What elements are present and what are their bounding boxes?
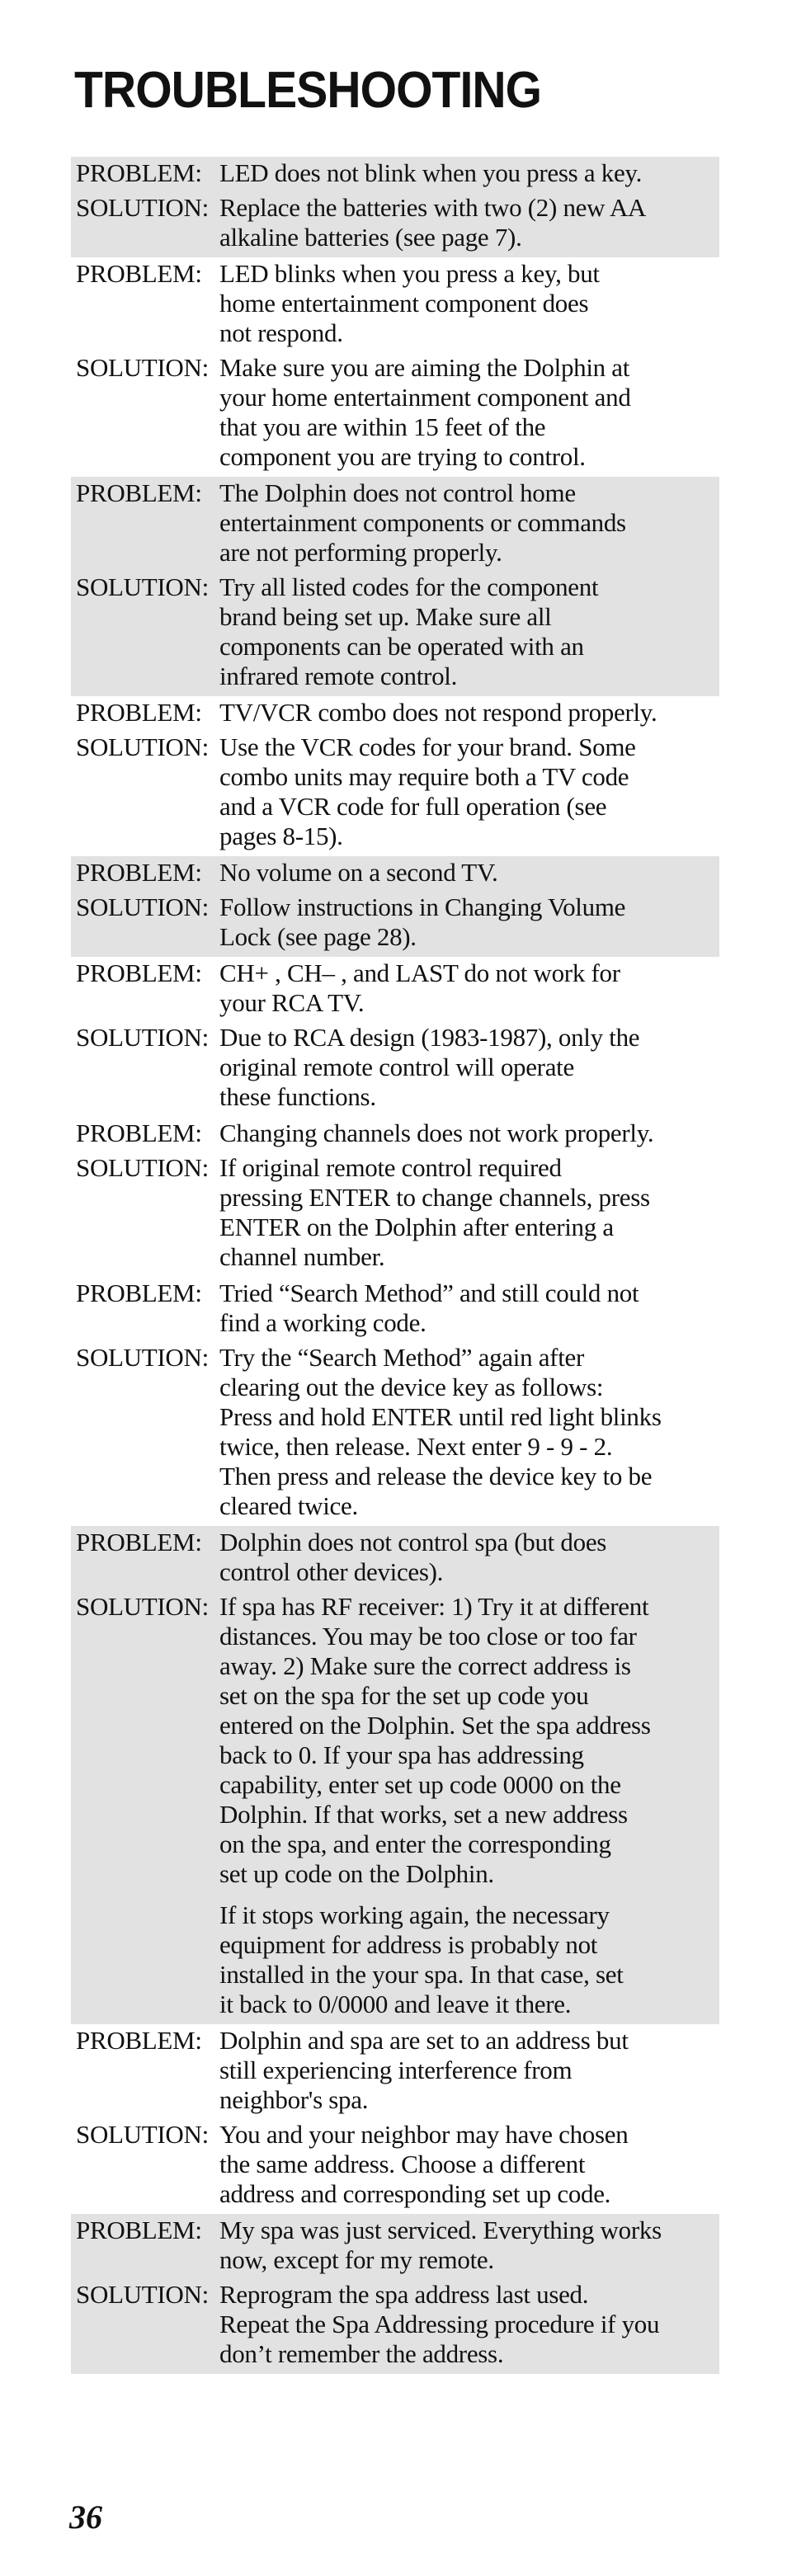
troubleshooting-item <box>71 2214 719 2374</box>
paragraph <box>219 2216 714 2275</box>
problem-label: PROBLEM: <box>76 259 202 288</box>
problem-text <box>219 958 719 1018</box>
problem-label: PROBLEM: <box>76 1279 202 1307</box>
problem-label: PROBLEM: <box>76 1118 202 1147</box>
text-line: set up code on the Dolphin. <box>219 1859 494 1888</box>
paragraph <box>219 2120 714 2209</box>
text-line: on the spa, and enter the corresponding <box>219 1830 611 1858</box>
solution-text <box>219 1153 719 1272</box>
troubleshooting-item <box>71 1526 719 2024</box>
text-line: capability, enter set up code 0000 on the <box>219 1770 621 1799</box>
text-line: Repeat the Spa Addressing procedure if you <box>219 2310 660 2338</box>
problem-row <box>71 1528 719 1587</box>
troubleshooting-item <box>71 157 719 257</box>
problem-row <box>71 2026 719 2115</box>
text-line: it back to 0/0000 and leave it there. <box>219 1990 572 2018</box>
text-line: control other devices). <box>219 1557 444 1586</box>
paragraph <box>219 732 714 851</box>
problem-text <box>219 478 719 567</box>
text-line: Try all listed codes for the component <box>219 572 599 601</box>
text-line: If it stops working again, the necessary <box>219 1900 610 1929</box>
paragraph <box>219 1279 714 1338</box>
troubleshooting-item <box>71 2024 719 2214</box>
paragraph <box>219 1118 714 1148</box>
problem-label: PROBLEM: <box>76 478 202 507</box>
text-line: If spa has RF receiver: 1) Try it at different <box>219 1592 649 1621</box>
solution-row <box>71 1153 719 1272</box>
problem-row <box>71 1279 719 1338</box>
solution-text <box>219 892 719 952</box>
paragraph <box>219 1900 714 2019</box>
text-line: away. 2) Make sure the correct address is <box>219 1651 631 1680</box>
troubleshooting-list <box>71 157 719 2374</box>
paragraph <box>219 158 714 188</box>
problem-label: PROBLEM: <box>76 2216 202 2244</box>
problem-row <box>71 958 719 1018</box>
solution-row <box>71 732 719 851</box>
problem-text <box>219 858 719 888</box>
solution-row <box>71 892 719 952</box>
text-line: home entertainment component does <box>219 289 589 318</box>
page-number: 36 <box>69 2498 102 2536</box>
text-line: are not performing properly. <box>219 538 502 567</box>
paragraph <box>219 892 714 952</box>
solution-row <box>71 353 719 472</box>
problem-text <box>219 158 719 188</box>
solution-text <box>219 732 719 851</box>
problem-text <box>219 1279 719 1338</box>
text-line: Replace the batteries with two (2) new AA <box>219 193 647 222</box>
paragraph <box>219 2026 714 2115</box>
solution-label: SOLUTION: <box>76 1592 209 1621</box>
text-line: CH+ , CH– , and LAST do not work for <box>219 958 620 987</box>
paragraph <box>219 698 714 728</box>
text-line: Lock (see page 28). <box>219 922 417 951</box>
paragraph <box>219 958 714 1018</box>
text-line: components can be operated with an <box>219 632 584 661</box>
solution-label: SOLUTION: <box>76 892 209 921</box>
text-line: cleared twice. <box>219 1491 358 1520</box>
text-line: these functions. <box>219 1082 376 1111</box>
problem-text <box>219 1528 719 1587</box>
solution-label: SOLUTION: <box>76 1153 209 1182</box>
text-line: twice, then release. Next enter 9 - 9 - 2. <box>219 1432 613 1461</box>
problem-label: PROBLEM: <box>76 958 202 987</box>
text-line: not respond. <box>219 318 343 347</box>
solution-row <box>71 1023 719 1112</box>
text-line: entertainment components or commands <box>219 508 626 537</box>
solution-text <box>219 1343 719 1521</box>
problem-text <box>219 259 719 348</box>
solution-row <box>71 2120 719 2209</box>
text-line: Changing channels does not work properly. <box>219 1118 654 1147</box>
paragraph <box>219 259 714 348</box>
solution-text <box>219 2120 719 2209</box>
troubleshooting-item <box>71 1117 719 1277</box>
text-line: If original remote control required <box>219 1153 562 1182</box>
text-line: pressing ENTER to change channels, press <box>219 1183 650 1212</box>
text-line: Dolphin does not control spa (but does <box>219 1528 607 1556</box>
solution-row <box>71 193 719 252</box>
paragraph <box>219 353 714 472</box>
text-line: equipment for address is probably not <box>219 1930 598 1959</box>
solution-label: SOLUTION: <box>76 732 209 761</box>
problem-row <box>71 1118 719 1148</box>
text-line: Due to RCA design (1983-1987), only the <box>219 1023 640 1052</box>
problem-label: PROBLEM: <box>76 698 202 727</box>
text-line: Dolphin. If that works, set a new address <box>219 1800 628 1829</box>
solution-text <box>219 2280 719 2369</box>
text-line: your RCA TV. <box>219 988 365 1017</box>
text-line: ENTER on the Dolphin after entering a <box>219 1213 614 1241</box>
paragraph <box>219 1592 714 1889</box>
problem-row <box>71 259 719 348</box>
text-line: clearing out the device key as follows: <box>219 1373 604 1401</box>
problem-text <box>219 1118 719 1148</box>
troubleshooting-item <box>71 477 719 696</box>
text-line: channel number. <box>219 1242 385 1271</box>
solution-text <box>219 1592 719 2019</box>
troubleshooting-item <box>71 696 719 856</box>
solution-text <box>219 572 719 691</box>
solution-label: SOLUTION: <box>76 1023 209 1052</box>
text-line: don’t remember the address. <box>219 2339 504 2368</box>
problem-label: PROBLEM: <box>76 1528 202 1556</box>
text-line: installed in the your spa. In that case, set <box>219 1960 624 1989</box>
text-line: combo units may require both a TV code <box>219 762 629 791</box>
paragraph <box>219 478 714 567</box>
problem-label: PROBLEM: <box>76 158 202 187</box>
paragraph <box>219 2280 714 2369</box>
problem-label: PROBLEM: <box>76 2026 202 2055</box>
text-line: Follow instructions in Changing Volume <box>219 892 626 921</box>
text-line: Press and hold ENTER until red light blinks <box>219 1402 662 1431</box>
text-line: You and your neighbor may have chosen <box>219 2120 629 2149</box>
solution-text <box>219 353 719 472</box>
paragraph <box>219 858 714 888</box>
text-line: that you are within 15 feet of the <box>219 412 546 441</box>
text-line: LED blinks when you press a key, but <box>219 259 600 288</box>
text-line: neighbor's spa. <box>219 2085 369 2114</box>
text-line: set on the spa for the set up code you <box>219 1681 589 1710</box>
text-line: TV/VCR combo does not respond properly. <box>219 698 657 727</box>
text-line: address and corresponding set up code. <box>219 2179 611 2208</box>
text-line: original remote control will operate <box>219 1053 574 1081</box>
problem-row <box>71 2216 719 2275</box>
problem-row <box>71 858 719 888</box>
solution-row <box>71 572 719 691</box>
text-line: entered on the Dolphin. Set the spa address <box>219 1711 651 1740</box>
text-line: still experiencing interference from <box>219 2056 573 2084</box>
problem-row <box>71 698 719 728</box>
text-line: component you are trying to control. <box>219 442 586 471</box>
troubleshooting-item <box>71 1277 719 1526</box>
text-line: back to 0. If your spa has addressing <box>219 1740 584 1769</box>
problem-text <box>219 2026 719 2115</box>
text-line: The Dolphin does not control home <box>219 478 576 507</box>
text-line: now, except for my remote. <box>219 2245 494 2274</box>
text-line: alkaline batteries (see page 7). <box>219 223 522 252</box>
troubleshooting-item <box>71 957 719 1117</box>
problem-label: PROBLEM: <box>76 858 202 887</box>
text-line: brand being set up. Make sure all <box>219 602 552 631</box>
paragraph <box>219 193 714 252</box>
text-line: My spa was just serviced. Everything works <box>219 2216 662 2244</box>
solution-row <box>71 1592 719 2019</box>
text-line: the same address. Choose a different <box>219 2150 586 2178</box>
solution-label: SOLUTION: <box>76 1343 209 1372</box>
solution-label: SOLUTION: <box>76 2120 209 2149</box>
solution-label: SOLUTION: <box>76 2280 209 2309</box>
solution-row <box>71 1343 719 1521</box>
solution-label: SOLUTION: <box>76 193 209 222</box>
solution-label: SOLUTION: <box>76 572 209 601</box>
problem-text <box>219 2216 719 2275</box>
problem-row <box>71 478 719 567</box>
text-line: Use the VCR codes for your brand. Some <box>219 732 636 761</box>
text-line: LED does not blink when you press a key. <box>219 158 643 187</box>
solution-text <box>219 1023 719 1112</box>
troubleshooting-item <box>71 856 719 957</box>
text-line: find a working code. <box>219 1308 426 1337</box>
paragraph <box>219 572 714 691</box>
text-line: No volume on a second TV. <box>219 858 498 887</box>
text-line: your home entertainment component and <box>219 383 631 412</box>
text-line: pages 8-15). <box>219 822 343 850</box>
solution-row <box>71 2280 719 2369</box>
page-title: TROUBLESHOOTING <box>74 62 542 119</box>
troubleshooting-item <box>71 257 719 477</box>
solution-label: SOLUTION: <box>76 353 209 382</box>
text-line: infrared remote control. <box>219 662 458 690</box>
paragraph <box>219 1528 714 1587</box>
text-line: Reprogram the spa address last used. <box>219 2280 589 2309</box>
problem-row <box>71 158 719 188</box>
paragraph <box>219 1343 714 1521</box>
text-line: distances. You may be too close or too far <box>219 1622 637 1651</box>
text-line: and a VCR code for full operation (see <box>219 792 607 821</box>
problem-text <box>219 698 719 728</box>
solution-text <box>219 193 719 252</box>
text-line: Make sure you are aiming the Dolphin at <box>219 353 630 382</box>
text-line: Dolphin and spa are set to an address but <box>219 2026 629 2055</box>
text-line: Try the “Search Method” again after <box>219 1343 584 1372</box>
paragraph <box>219 1023 714 1112</box>
text-line: Then press and release the device key to be <box>219 1462 653 1491</box>
paragraph <box>219 1153 714 1272</box>
text-line: Tried “Search Method” and still could not <box>219 1279 639 1307</box>
